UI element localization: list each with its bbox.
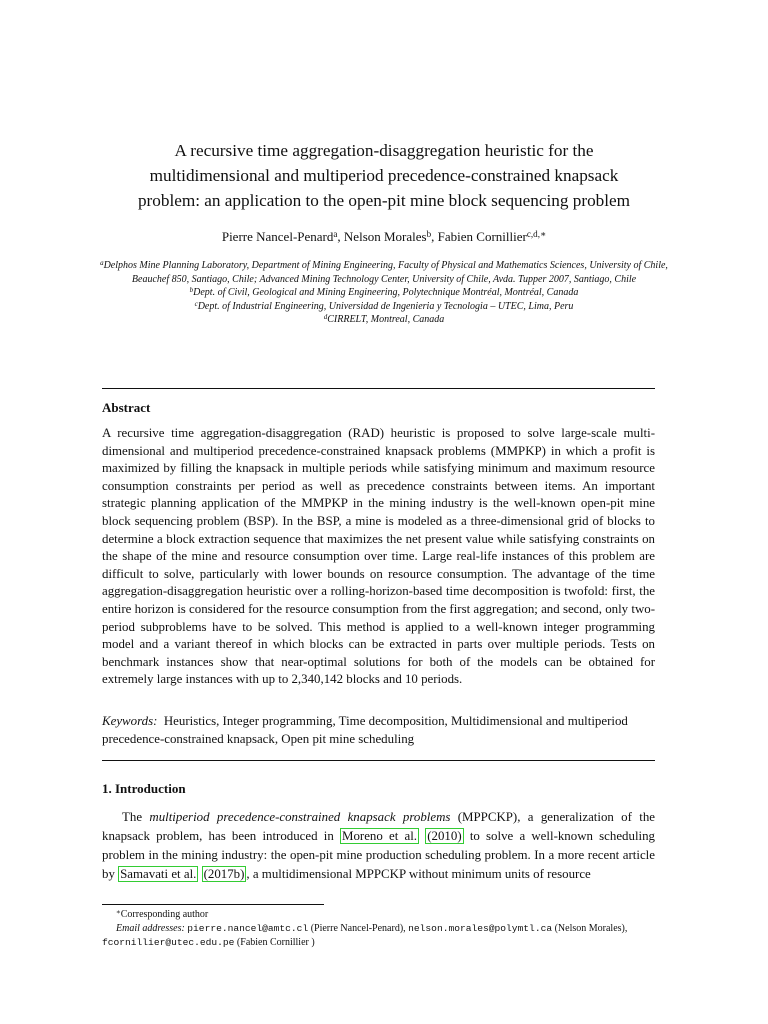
- citation-year-link[interactable]: (2017b): [203, 867, 245, 881]
- citation-link[interactable]: Moreno et al.: [342, 829, 418, 843]
- intro-paragraph: [102, 808, 655, 884]
- citation-link[interactable]: Samavati et al.: [120, 867, 197, 881]
- affiliations: [100, 259, 668, 327]
- keywords-label: Keywords:: [102, 714, 158, 728]
- footnotes: [102, 908, 655, 949]
- intro-emphasis: multiperiod precedence-constrained knapsack problems: [149, 810, 451, 824]
- footnote-rule: [102, 904, 324, 905]
- section-heading: 1. Introduction: [102, 781, 186, 796]
- author-list: [0, 229, 768, 245]
- author-separator: ,: [337, 229, 344, 244]
- email-owner: (Pierre Nancel-Penard),: [308, 922, 409, 934]
- footnote-text: Corresponding author: [120, 909, 209, 920]
- author-affil-mark: a: [333, 228, 338, 239]
- email-owner: (Fabien Cornillier ): [234, 936, 315, 948]
- email-label: Email addresses:: [116, 922, 185, 934]
- title-line: multidimensional and multiperiod precedence-constrained knapsack: [149, 166, 619, 185]
- footnote-mark: ∗: [116, 907, 121, 916]
- affiliation-mark: c: [194, 299, 198, 308]
- abstract-body: A recursive time aggregation-disaggregation (RAD) heuristic is proposed to solve large-scale multi-dimensional and multiperiod precedence-constrained knapsack problems (MMPKP) in which a profit is maximized by filling the knapsack in multiple periods while satisfying minimum and maximum resource consumption constraints per period as well as precedence constraints between items. An important strategic planning application of the MMPKP in the mining industry is the well-known open-pit mine block sequencing problem (BSP). In the BSP, a mine is modeled as a three-dimensional grid of blocks to determine a block extraction sequence that maximizes the net present value while satisfying constraints on the shape of the mine and resource consumption over time. Large real-life instances of this problem are difficult to solve, particularly with lower bounds on resource consumption. The advantage of the time aggregation-disaggregation heuristic over a rolling-horizon-based time decomposition is twofold: first, the entire horizon is considered for the resource consumption from the first aggregation; and second, only two-period subproblems have to be solved. This method is applied to a well-known integer programming model and a variant thereof in which blocks can be extracted in parts over multiple periods. Tests on benchmark instances show that near-optimal solutions for both of the models can be obtained for extremely large instances with up to 2,340,142 blocks and 10 periods.: [102, 426, 655, 687]
- abstract-heading: Abstract: [102, 400, 151, 415]
- affiliation-text: Delphos Mine Planning Laboratory, Department of Mining Engineering, Faculty of Physical and Mathematics Sciences, University of Chile, Beauchef 850, Santiago, Chile; Advanced Mining Technology Center, University of Chile, Avda. Tupper 2007, Santiago, Chile: [103, 260, 668, 285]
- email-address[interactable]: nelson.morales@polymtl.ca: [408, 922, 553, 934]
- intro-text: (MPPCKP), a generalization of the knapsack problem, has been introduced in: [102, 810, 656, 843]
- affiliation: [100, 286, 668, 300]
- abstract-top-rule: [102, 388, 655, 389]
- affiliation-text: CIRRELT, Montreal, Canada: [327, 314, 445, 325]
- affiliation: [100, 313, 668, 327]
- affiliation: [100, 259, 668, 286]
- email-address[interactable]: pierre.nancel@amtc.cl: [187, 922, 309, 934]
- intro-text: to solve a well-known scheduling problem in the mining industry: the open-pit mine production scheduling problem. In a more recent article by: [102, 829, 655, 881]
- affiliation-mark: b: [189, 285, 194, 294]
- email-address[interactable]: fcornillier@utec.edu.pe: [102, 936, 235, 948]
- intro-text: , a multidimensional MPPCKP without minimum units of resource: [246, 867, 591, 881]
- author-name: Pierre Nancel-Penard: [221, 229, 334, 244]
- author-separator: ,: [431, 229, 438, 244]
- abstract-bottom-rule: [102, 760, 655, 761]
- affiliation-text: Dept. of Civil, Geological and Mining Engineering, Polytechnique Montréal, Montréal, Canada: [193, 287, 579, 298]
- author-name: Fabien Cornillier: [437, 229, 527, 244]
- affiliation-mark: d: [323, 312, 328, 321]
- paper-title: [90, 138, 678, 213]
- keywords-text: Heuristics, Integer programming, Time decomposition, Multidimensional and multiperiod precedence-constrained knapsack, Open pit mine scheduling: [102, 714, 628, 746]
- title-line: problem: an application to the open-pit mine block sequencing problem: [137, 191, 631, 210]
- author-name: Nelson Morales: [343, 229, 427, 244]
- corresponding-author-note: [102, 908, 655, 922]
- author-affil-mark: c,d,∗: [526, 228, 547, 239]
- citation-year-link[interactable]: (2010): [427, 829, 462, 843]
- email-owner: (Nelson Morales),: [552, 922, 628, 934]
- affiliation-mark: a: [100, 258, 104, 267]
- title-line: A recursive time aggregation-disaggregation heuristic for the: [174, 141, 594, 160]
- affiliation: [100, 300, 668, 314]
- author-affil-mark: b: [426, 228, 432, 239]
- intro-text: The: [122, 810, 150, 824]
- keywords: [102, 713, 655, 748]
- email-note: [102, 922, 655, 950]
- affiliation-text: Dept. of Industrial Engineering, Universidad de Ingenieria y Tecnologia – UTEC, Lima, Peru: [197, 300, 574, 312]
